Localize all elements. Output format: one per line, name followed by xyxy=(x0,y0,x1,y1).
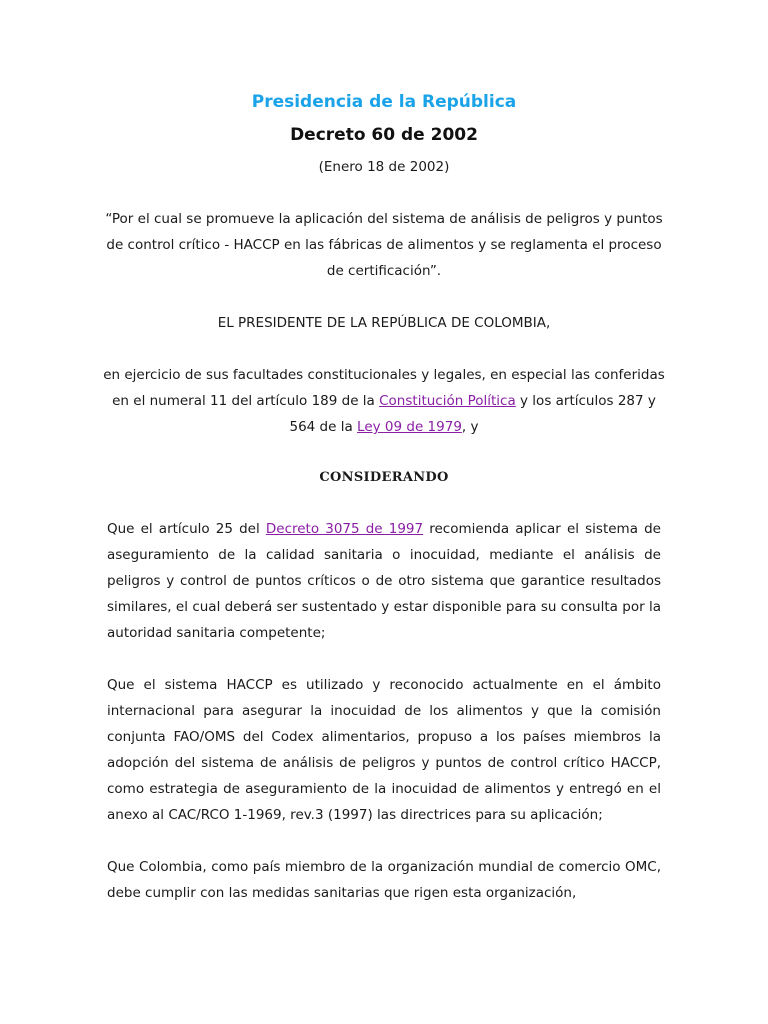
considerando-heading: CONSIDERANDO xyxy=(319,470,449,485)
powers-paragraph xyxy=(100,362,668,440)
constitucion-politica-link[interactable]: Constitución Política xyxy=(379,393,516,409)
decree-title: Decreto 60 de 2002 xyxy=(290,125,478,145)
decree-summary-quote: “Por el cual se promueve la aplicación del sistema de análisis de peligros y puntos de control crítico - HACCP en las fábricas de alimentos y se reglamenta el proceso de certificación”. xyxy=(105,211,663,279)
powers-text-3: , y xyxy=(461,419,479,435)
issuing-organization: Presidencia de la República xyxy=(251,92,517,112)
considerando-paragraph-3: Que Colombia, como país miembro de la organización mundial de comercio OMC, debe cumplir con las medidas sanitarias que rigen esta organización, xyxy=(107,859,661,901)
paragraph-1-text-1: Que el artículo 25 del xyxy=(107,521,266,537)
powers-text-1: en ejercicio de sus facultades constitucionales y legales, en especial las conferidas en el numeral 11 del artículo 189 de la xyxy=(103,367,665,409)
decree-date: (Enero 18 de 2002) xyxy=(318,159,450,175)
paragraph-1-text-2: recomienda aplicar el sistema de aseguramiento de la calidad sanitaria o inocuidad, mediante el análisis de peligros y control de puntos críticos o de otro sistema que garantice resultados similares, el cual deberá ser sustentado y estar disponible para su consulta por la autoridad sanitaria competente; xyxy=(107,521,661,641)
powers-text-2: y los artículos 287 y 564 de la xyxy=(289,393,656,435)
ley-09-1979-link[interactable]: Ley 09 de 1979 xyxy=(357,419,462,435)
president-heading: EL PRESIDENTE DE LA REPÚBLICA DE COLOMBIA, xyxy=(217,315,551,331)
considerando-paragraph-2: Que el sistema HACCP es utilizado y reconocido actualmente en el ámbito internacional para asegurar la inocuidad de los alimentos y que la comisión conjunta FAO/OMS del Codex alimentarios, propuso a los países miembros la adopción del sistema de análisis de peligros y puntos de control crítico HACCP, como estrategia de aseguramiento de la inocuidad de alimentos y entregó en el anexo al CAC/RCO 1-1969, rev.3 (1997) las directrices para su aplicación; xyxy=(107,677,661,823)
decreto-3075-1997-link[interactable]: Decreto 3075 de 1997 xyxy=(265,521,424,537)
considerando-paragraph-1 xyxy=(107,516,661,646)
